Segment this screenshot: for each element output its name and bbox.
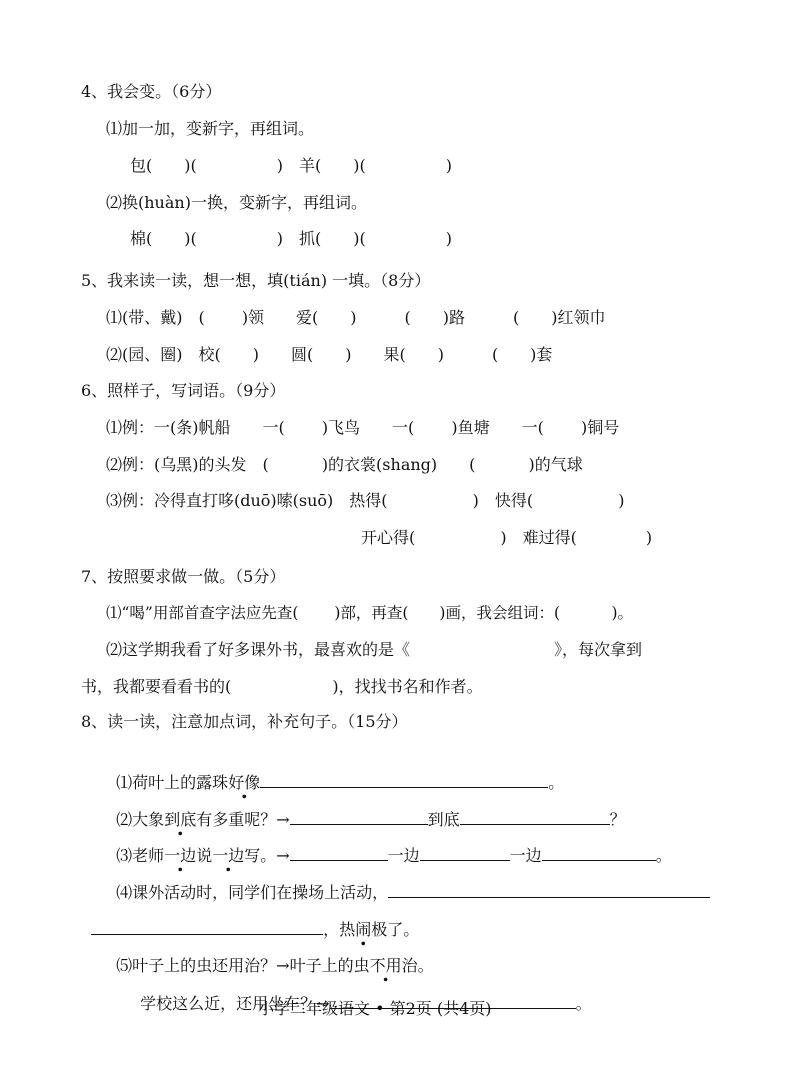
q4-part2-instruction: ⑵换(huàn)一换，变新字，再组词。: [106, 193, 367, 212]
q8-s2-text3: 到底: [427, 810, 460, 829]
q6-row4: 开心得( ) 难过得( ): [361, 528, 653, 547]
q4-title: 4、我会变。（6分）: [81, 82, 222, 101]
q8-s4-comma: ，: [323, 920, 340, 939]
q4-part2-row: 棉( )( ) 抓( )( ): [130, 229, 452, 248]
q4-part1-row: 包( )( ) 羊( )( ): [130, 156, 452, 175]
q8-s5q-end: 。: [575, 994, 592, 1013]
q8-s1-dotted-word: 好像: [228, 773, 261, 792]
q7-row2: ⑵这学期我看了好多课外书，最喜欢的是《 》，每次拿到: [106, 640, 643, 659]
q5-row1: ⑴(带、戴) ( )领 爱( ) ( )路 ( )红领巾: [106, 308, 606, 327]
q8-s4-blank1[interactable]: [388, 881, 710, 898]
q8-s5q-text: 学校这么近，还用坐车？→: [140, 994, 330, 1013]
q6-row2: ⑵例：(乌黑)的头发 ( )的衣裳(shang) ( )的气球: [106, 455, 583, 474]
q5-row2: ⑵(园、圈) 校( ) 圆( ) 果( ) ( )套: [106, 345, 553, 364]
q6-row3: ⑶例：冷得直打哆(duō)嗦(suō) 热得( ) 快得( ): [106, 491, 625, 510]
q8-s3-dotted-word2: 一边: [212, 846, 245, 865]
q8-s5-text: ⑸叶子上的虫还用治？→叶子上的虫: [116, 956, 370, 975]
q8-s3-text5: 一边: [509, 846, 542, 865]
q8-title: 8、读一读，注意加点词，补充句子。（15分）: [81, 712, 408, 731]
q8-s4-end: 了。: [387, 920, 420, 939]
q7-row3: 书，我都要看看书的( )，找找书名和作者。: [81, 677, 483, 696]
q8-s1-end: 。: [548, 773, 565, 792]
q7-title: 7、按照要求做一做。（5分）: [81, 567, 286, 586]
q8-s3-text4: 一边: [387, 846, 420, 865]
q8-s3-text: ⑶老师: [116, 846, 165, 865]
q8-s4-text: ⑷课外活动时，同学们在操场上活动，: [116, 883, 389, 902]
q8-s5-end: 治。: [401, 956, 434, 975]
q8-s2-text2: 有多重呢？→: [196, 810, 290, 829]
q8-s2-dotted-word: 到底: [164, 810, 197, 829]
q8-s2-end: ？: [609, 810, 626, 829]
page-footer: 小学二年级语文 • 第2页 (共4页): [258, 999, 492, 1018]
q8-s5-dotted-word: 不用: [369, 956, 402, 975]
q8-s3-end: 。: [655, 846, 672, 865]
q6-row1: ⑴例：一(条)帆船 一( )飞鸟 一( )鱼塘 一( )铜号: [106, 418, 620, 437]
q5-title: 5、我来读一读，想一想，填(tián) 一填。（8分）: [81, 271, 431, 290]
q6-title: 6、照样子，写词语。（9分）: [81, 381, 286, 400]
q8-s3-dotted-word1: 一边: [164, 846, 197, 865]
q8-s2-text: ⑵大象: [116, 810, 165, 829]
q8-s4-dotted-word: 热闹极: [339, 920, 388, 939]
q8-s3-text2: 说: [196, 846, 213, 865]
q4-part1-instruction: ⑴加一加，变新字，再组词。: [106, 119, 315, 138]
q8-s3-text3: 写。→: [244, 846, 290, 865]
q8-s1-text: ⑴荷叶上的露珠: [116, 773, 229, 792]
q7-row1: ⑴“喝”用部首查字法应先查( )部，再查( )画，我会组词：( )。: [106, 604, 633, 622]
